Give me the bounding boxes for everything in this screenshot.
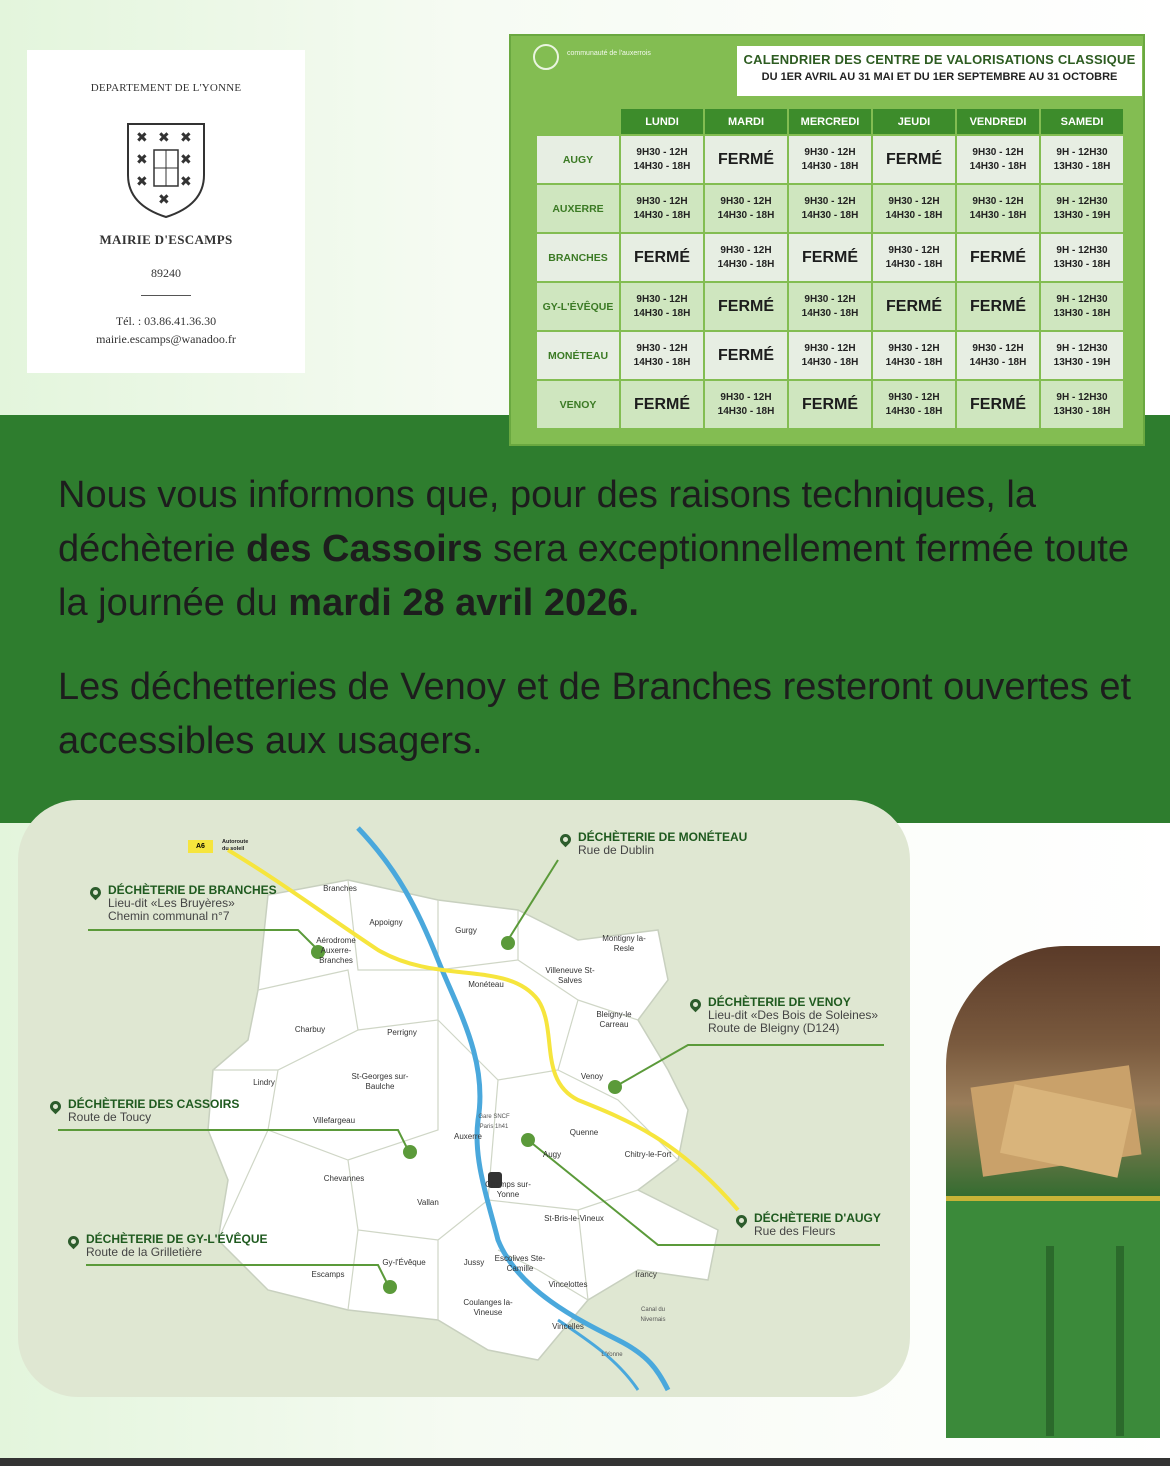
- town-label: Escamps: [311, 1270, 345, 1279]
- letterhead: [27, 50, 305, 373]
- logo-text: communauté de l'auxerrois: [567, 50, 651, 57]
- svg-text:✖: ✖: [158, 130, 170, 146]
- place-name: AUXERRE: [537, 185, 619, 232]
- dechetterie-address: Route de la Grilletière: [86, 1245, 203, 1259]
- svg-text:✖: ✖: [180, 130, 192, 146]
- closed-cell: FERMÉ: [957, 234, 1039, 281]
- town-label: Quenne: [569, 1128, 599, 1137]
- hours-cell: 9H30 - 12H 14H30 - 18H: [705, 381, 787, 428]
- day-header: JEUDI: [873, 109, 955, 134]
- hours-cell: 9H30 - 12H 14H30 - 18H: [621, 283, 703, 330]
- closed-cell: FERMÉ: [621, 234, 703, 281]
- town-label: Perrigny: [387, 1028, 417, 1037]
- dechetterie-address: Chemin communal n°7: [108, 909, 230, 923]
- bin-bar: [1116, 1246, 1124, 1436]
- hours-cell: 9H - 12H30 13H30 - 18H: [1041, 234, 1123, 281]
- table-corner: [537, 109, 619, 134]
- dechetterie-title: DÉCHÈTERIE DE BRANCHES: [108, 883, 277, 897]
- svg-text:✖: ✖: [158, 192, 170, 208]
- hours-cell: 9H30 - 12H 14H30 - 18H: [957, 332, 1039, 379]
- closed-cell: FERMÉ: [789, 381, 871, 428]
- place-name: MONÉTEAU: [537, 332, 619, 379]
- closure-date: mardi 28 avril 2026.: [288, 582, 639, 624]
- dechetterie-label: [86, 1233, 268, 1259]
- dechetterie-label: [578, 831, 747, 857]
- day-header: SAMEDI: [1041, 109, 1123, 134]
- closed-cell: FERMÉ: [873, 136, 955, 183]
- town-label: Lindry: [253, 1078, 275, 1087]
- hours-cell: 9H - 12H30 13H30 - 18H: [1041, 283, 1123, 330]
- dechetterie-title: DÉCHÈTERIE DE MONÉTEAU: [578, 830, 748, 844]
- schedule-row: [537, 381, 1123, 428]
- svg-text:✖: ✖: [180, 174, 192, 190]
- hours-cell: 9H30 - 12H 14H30 - 18H: [957, 136, 1039, 183]
- highway-badge: A6: [188, 840, 213, 853]
- department-name: DEPARTEMENT DE L'YONNE: [90, 82, 242, 94]
- calendar-subtitle: DU 1ER AVRIL AU 31 MAI ET DU 1ER SEPTEMBRE AU 31 OCTOBRE: [761, 71, 1118, 83]
- town-label: Branches: [323, 884, 357, 893]
- cassoirs-name: des Cassoirs: [246, 528, 483, 570]
- town-label: Coulanges la-Vineuse: [463, 1298, 513, 1317]
- hours-cell: 9H30 - 12H 14H30 - 18H: [621, 332, 703, 379]
- dechetterie-label: [708, 996, 878, 1035]
- bin-bar: [1046, 1246, 1054, 1436]
- dechetterie-title: DÉCHÈTERIE DE VENOY: [708, 995, 851, 1009]
- closed-cell: FERMÉ: [705, 283, 787, 330]
- email: mairie.escamps@wanadoo.fr: [96, 332, 236, 346]
- day-header: LUNDI: [621, 109, 703, 134]
- hours-cell: 9H30 - 12H 14H30 - 18H: [621, 185, 703, 232]
- bottom-bar: [0, 1458, 1170, 1466]
- town-label: Monéteau: [468, 980, 504, 989]
- svg-text:✖: ✖: [136, 152, 148, 168]
- hours-cell: 9H30 - 12H 14H30 - 18H: [789, 185, 871, 232]
- town-label: Villefargeau: [312, 1116, 356, 1125]
- dechetterie-label: [68, 1098, 239, 1124]
- phone: Tél. : 03.86.41.36.30: [115, 314, 217, 328]
- day-header: VENDREDI: [957, 109, 1039, 134]
- place-name: GY-L'ÉVÊQUE: [537, 283, 619, 330]
- dechetterie-address: Rue de Dublin: [578, 843, 655, 857]
- schedule-row: [537, 332, 1123, 379]
- highway-note: Autoroute du soleil: [222, 839, 249, 852]
- svg-text:✖: ✖: [136, 130, 148, 146]
- town-label: Auxerre: [453, 1132, 482, 1141]
- day-header: MERCREDI: [789, 109, 871, 134]
- place-name: VENOY: [537, 381, 619, 428]
- hours-cell: 9H - 12H30 13H30 - 18H: [1041, 381, 1123, 428]
- closed-cell: FERMÉ: [873, 283, 955, 330]
- town-label: Gurgy: [455, 926, 477, 935]
- map-panel: [18, 800, 910, 1397]
- divider: [141, 295, 191, 296]
- town-label: Chevannes: [323, 1174, 365, 1183]
- agglomeration-logo-icon: [533, 44, 559, 70]
- town-label: Gy-l'Évêque: [382, 1258, 426, 1267]
- schedule-row: [537, 185, 1123, 232]
- town-label: Montigny la-Resle: [602, 934, 646, 953]
- day-header: MARDI: [705, 109, 787, 134]
- hours-cell: 9H30 - 12H 14H30 - 18H: [705, 234, 787, 281]
- coat-of-arms-icon: [124, 120, 208, 220]
- town-label: Appoigny: [369, 918, 403, 927]
- town-label: Bleigny-le Carreau: [596, 1010, 632, 1029]
- town-label: Villeneuve St-Salves: [545, 966, 595, 985]
- town-label: Jussy: [463, 1258, 485, 1267]
- dechetterie-address: Lieu-dit «Les Bruyères»: [108, 896, 235, 910]
- canal-label: Canal du Nivernais: [640, 1307, 666, 1323]
- notice-text: [58, 468, 1138, 768]
- postal-code: 89240: [151, 266, 181, 280]
- dechetterie-label: [754, 1212, 881, 1238]
- schedule-calendar: [509, 34, 1145, 446]
- station-label: Gare SNCF Paris 1h41: [478, 1114, 510, 1130]
- town-label: Augy: [542, 1150, 562, 1159]
- notice-paragraph-closure: Nous vous informons que, pour des raisons techniques, la déchèterie des Cassoirs sera exceptionnellement fermée toute la journée du mardi 28 avril 2026.: [58, 474, 1129, 624]
- hours-cell: 9H30 - 12H 14H30 - 18H: [873, 234, 955, 281]
- hours-cell: 9H30 - 12H 14H30 - 18H: [873, 185, 955, 232]
- town-label: St-Georges sur-Baulche: [351, 1072, 409, 1091]
- calendar-title-box: [737, 46, 1142, 96]
- schedule-row: [537, 283, 1123, 330]
- closed-cell: FERMÉ: [957, 381, 1039, 428]
- dechetterie-title: DÉCHÈTERIE D'AUGY: [754, 1211, 881, 1225]
- town-label: Vincelottes: [548, 1280, 588, 1289]
- town-label: Vincelles: [552, 1322, 584, 1331]
- dechetterie-title: DÉCHÈTERIE DES CASSOIRS: [68, 1097, 240, 1111]
- place-name: BRANCHES: [537, 234, 619, 281]
- town-label: St-Bris-le-Vineux: [544, 1214, 604, 1223]
- svg-text:✖: ✖: [180, 152, 192, 168]
- hours-cell: 9H30 - 12H 14H30 - 18H: [957, 185, 1039, 232]
- hours-cell: 9H - 12H30 13H30 - 19H: [1041, 332, 1123, 379]
- town-label: Charbuy: [294, 1025, 326, 1034]
- hours-cell: 9H30 - 12H 14H30 - 18H: [873, 381, 955, 428]
- dechetterie-address: Lieu-dit «Des Bois de Soleines»: [708, 1008, 879, 1022]
- dechetterie-address: Route de Bleigny (D124): [708, 1021, 840, 1035]
- svg-text:✖: ✖: [136, 174, 148, 190]
- hours-cell: 9H30 - 12H 14H30 - 18H: [873, 332, 955, 379]
- river-label: L'Yonne: [601, 1352, 623, 1358]
- schedule-table: [535, 107, 1125, 430]
- closed-cell: FERMÉ: [789, 234, 871, 281]
- town-label: Aérodrome Auxerre-Branches: [316, 936, 356, 965]
- dechetterie-title: DÉCHÈTERIE DE GY-L'ÉVÊQUE: [86, 1232, 268, 1246]
- notice-paragraph-open: Les déchetteries de Venoy et de Branches resteront ouvertes et accessibles aux usagers.: [58, 666, 1132, 762]
- closed-cell: FERMÉ: [957, 283, 1039, 330]
- town-label: Vallan: [417, 1198, 439, 1207]
- hours-cell: 9H30 - 12H 14H30 - 18H: [789, 332, 871, 379]
- hours-cell: 9H30 - 12H 14H30 - 18H: [705, 185, 787, 232]
- hours-cell: 9H30 - 12H 14H30 - 18H: [621, 136, 703, 183]
- town-label: Escolives Ste-Camille: [494, 1254, 546, 1273]
- hours-cell: 9H30 - 12H 14H30 - 18H: [789, 136, 871, 183]
- closed-cell: FERMÉ: [705, 136, 787, 183]
- town-label: Venoy: [580, 1072, 604, 1081]
- schedule-row: [537, 234, 1123, 281]
- town-label: Chitry-le-Fort: [624, 1150, 672, 1159]
- dechetterie-address: Route de Toucy: [68, 1110, 152, 1124]
- town-label: Champs sur-Yonne: [485, 1180, 531, 1199]
- waste-bin-photo: [946, 946, 1160, 1438]
- dechetterie-label: [108, 884, 277, 923]
- hours-cell: 9H30 - 12H 14H30 - 18H: [789, 283, 871, 330]
- hours-cell: 9H - 12H30 13H30 - 18H: [1041, 136, 1123, 183]
- town-label: Irancy: [635, 1270, 657, 1279]
- calendar-title: CALENDRIER DES CENTRE DE VALORISATIONS CLASSIQUE: [743, 52, 1136, 67]
- closed-cell: FERMÉ: [621, 381, 703, 428]
- place-name: AUGY: [537, 136, 619, 183]
- dechetterie-address: Rue des Fleurs: [754, 1224, 836, 1238]
- closed-cell: FERMÉ: [705, 332, 787, 379]
- mairie-name: MAIRIE D'ESCAMPS: [99, 232, 233, 247]
- hours-cell: 9H - 12H30 13H30 - 19H: [1041, 185, 1123, 232]
- schedule-row: [537, 136, 1123, 183]
